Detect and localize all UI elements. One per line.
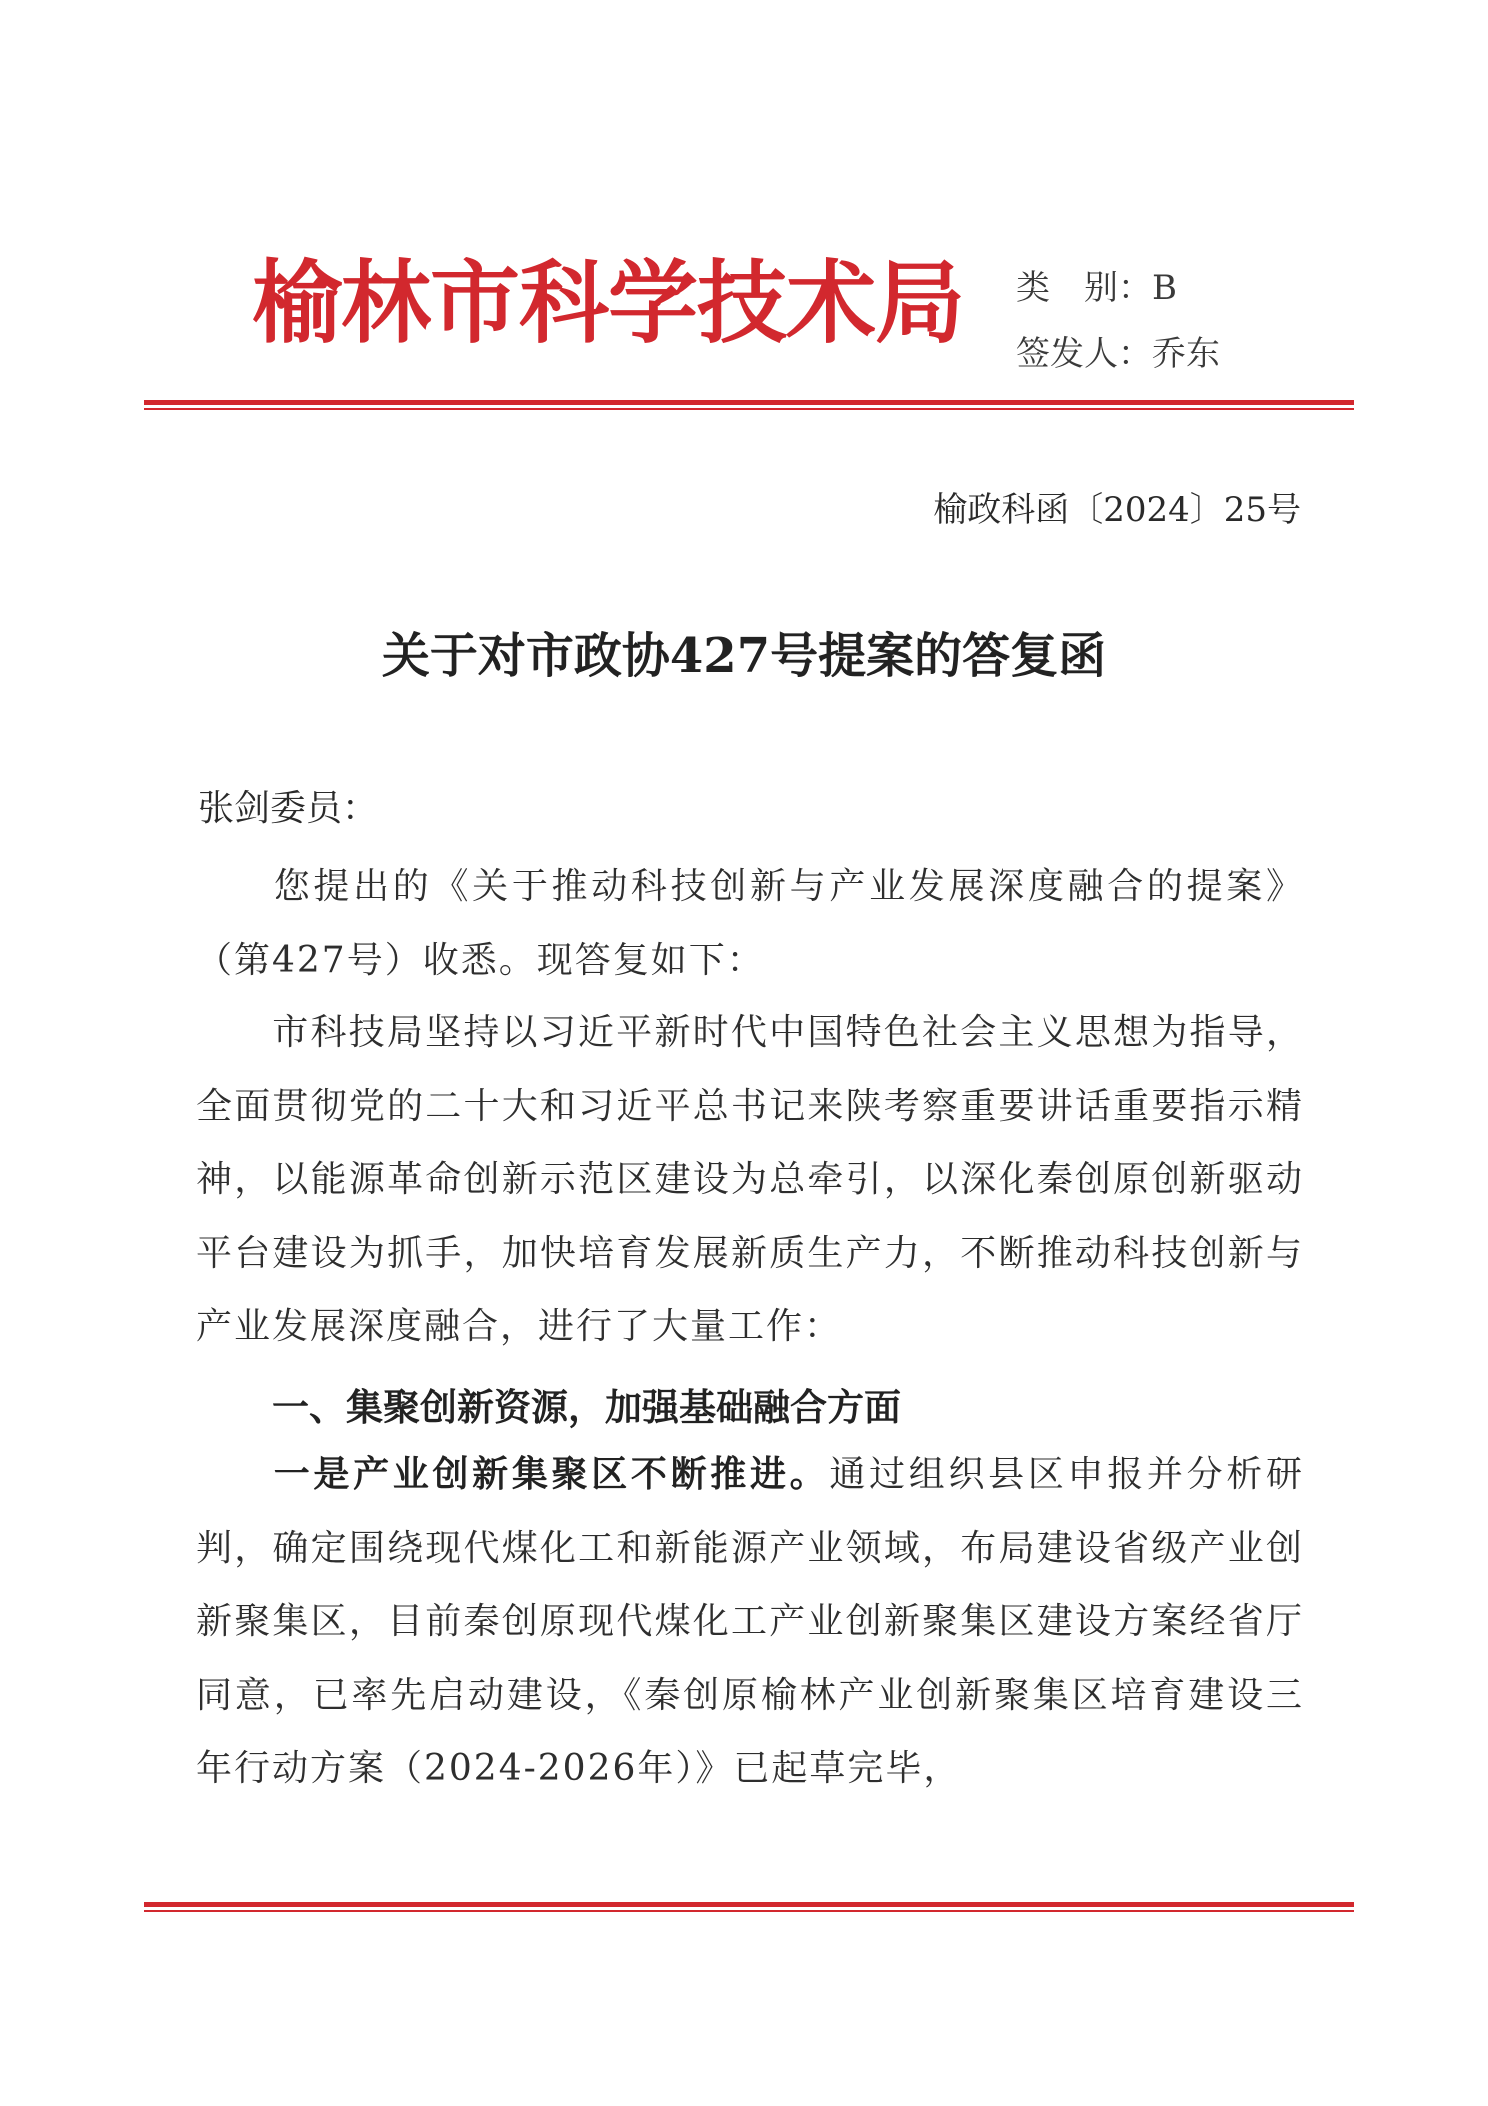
document-title: 关于对市政协427号提案的答复函: [381, 628, 1107, 684]
document-category: 类 别：B: [1016, 268, 1177, 308]
organization-name: 榆林市科学技术局: [252, 250, 964, 356]
body-paragraph-1: [196, 850, 1304, 997]
section-paragraph-body: 通过组织县区申报并分析研判，确定围绕现代煤化工和新能源产业领域，布局建设省级产业创新聚集区，目前秦创原现代煤化工产业创新聚集区建设方案经省厅同意，已率先启动建设，《秦创原榆林产业创新聚集区培育建设三年行动方案（2024-2026年）》已起草完毕，: [196, 1454, 1304, 1789]
body-paragraph-1-text: 您提出的《关于推动科技创新与产业发展深度融合的提案》（第427号）收悉。现答复如下：: [196, 866, 1304, 981]
body-paragraph-2-text: 市科技局坚持以习近平新时代中国特色社会主义思想为指导，全面贯彻党的二十大和习近平总书记来陕考察重要讲话重要指示精神，以能源革命创新示范区建设为总牵引，以深化秦创原创新驱动平台建设为抓手，加快培育发展新质生产力，不断推动科技创新与产业发展深度融合，进行了大量工作：: [196, 1012, 1304, 1347]
section-paragraph: [196, 1438, 1304, 1806]
salutation: 张剑委员：: [198, 788, 379, 829]
body-paragraph-2: [196, 996, 1304, 1364]
section-paragraph-lead: 一是产业创新集聚区不断推进。: [272, 1454, 830, 1495]
document-signer: 签发人：乔东: [1016, 334, 1220, 374]
header-divider: [144, 400, 1354, 410]
footer-divider: [144, 1902, 1354, 1912]
section-heading: 一、集聚创新资源，加强基础融合方面: [272, 1386, 901, 1429]
document-number: 榆政科函〔2024〕25号: [933, 490, 1301, 530]
